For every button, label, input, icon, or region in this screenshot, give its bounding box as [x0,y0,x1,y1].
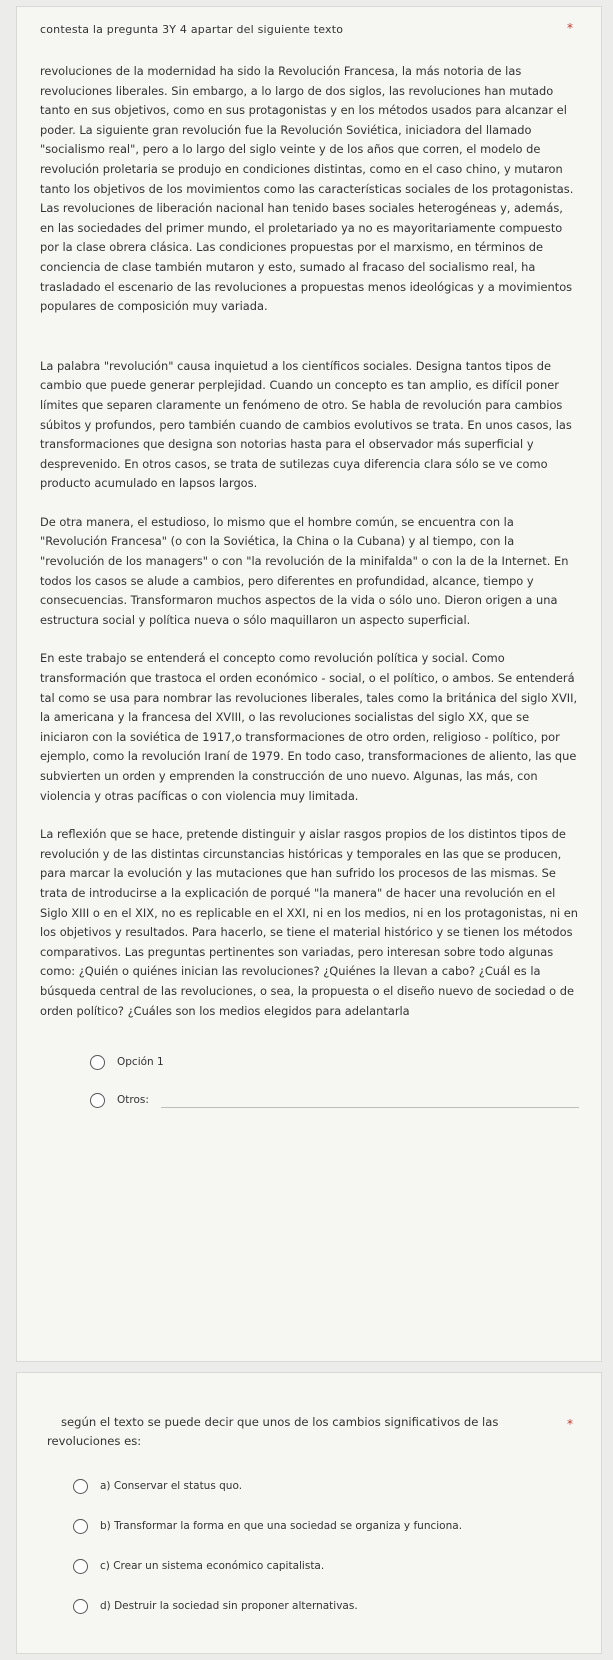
option-c[interactable] [47,1555,579,1577]
required-asterisk: * [567,21,573,35]
radio-button-icon[interactable] [73,1519,88,1534]
option-other[interactable] [40,1089,579,1111]
passage-paragraph-4: En este trabajo se entenderá el concepto como revolución política y social. Como transformación que trastoca el orden económico - social, o el político, o ambos. Se entenderá tal como se usa para nombrar las revoluciones liberales, tales como la británica del siglo XVII, la americana y la francesa del XVIII, o las revoluciones socialistas del siglo XX, que se iniciaron con la soviética de 1917,o transformaciones de otro orden, religioso - político, por ejemplo, como la revolución Iraní de 1979. En todo caso, transformaciones de aliento, las que subvierten un orden y emprenden la construcción de uno nuevo. Algunas, las más, con violencia y otras pacíficas o con violencia muy limitada. [40,651,578,803]
option-d[interactable] [47,1595,579,1617]
question-2-title [47,1413,579,1451]
radio-button-icon[interactable] [73,1599,88,1614]
option-label: Opción 1 [117,1056,164,1069]
passage-paragraph-5: La reflexión que se hace, pretende distinguir y aislar rasgos propios de los distintos tipos de revolución y de las distintas circunstancias históricas y temporales en las que se producen, para marcar la evolución y las mutaciones que han sufrido los procesos de las mismas. Se trata de introducirse a la explicación de porqué "la manera" de hacer una revolución en el Siglo XIII o en el XIX, no es replicable en el XXI, ni en los medios, ni en los protagonistas, ni en los objetivos y resultados. Para hacerlo, se tiene el material histórico y se tienen los métodos comparativos. Las preguntas pertinentes son variadas, pero interesan sobre todo algunas como: ¿Quién o quiénes inician las revoluciones? ¿Quiénes la llevan a cabo? ¿Cuál es la búsqueda central de las revoluciones, o sea, la propuesta o el diseño nuevo de sociedad o de orden político? ¿Cuáles son los medios elegidos para adelantarla [40,827,578,1018]
option-a[interactable] [47,1475,579,1497]
radio-button-icon[interactable] [90,1055,105,1070]
option-label: d) Destruir la sociedad sin proponer alternativas. [100,1600,358,1612]
radio-button-icon[interactable] [73,1559,88,1574]
question-2-title-line-2: revoluciones es: [47,1434,142,1448]
question-1-title: contesta la pregunta 3Y 4 apartar del siguiente texto [40,23,344,36]
radio-button-icon[interactable] [73,1479,88,1494]
passage-paragraph-3: De otra manera, el estudioso, lo mismo que el hombre común, se encuentra con la "Revolución Francesa" (o con la Soviética, la China o la Cubana) y al tiempo, con la "revolución de los managers" o con "la revolución de la minifalda" o con la de la Internet. En todos los casos se alude a cambios, pero diferentes en profundidad, alcance, tiempo y consecuencias. Transformaron muchos aspectos de la vida o sólo uno. Dieron origen a una estructura social y política nueva o sólo maquillaron un aspecto superficial. [40,514,569,627]
passage-paragraph-1: revoluciones de la modernidad ha sido la Revolución Francesa, la más notoria de las revoluciones liberales. Sin embargo, a lo largo de dos siglos, las revoluciones han mutado tanto en sus objetivos, como en sus protagonistas y en los métodos usados para alcanzar el poder. La siguiente gran revolución fue la Revolución Soviética, iniciadora del llamado "socialismo real", pero a lo largo del siglo veinte y de los años que corren, el modelo de revolución proletaria se produjo en condiciones distintas, como en el caso chino, y mutaron tanto los objetivos de los movimientos como las características sociales de los protagonistas. Las revoluciones de liberación nacional han tenido bases sociales heterogéneas y, además, en las sociedades del primer mundo, el proletariado ya no es mayoritariamente compuesto por la clase obrera clásica. Las condiciones propuestas por el marxismo, en términos de conciencia de clase también mutaron y esto, sumado al fracaso del socialismo real, ha trasladado el escenario de las revoluciones a propuestas menos ideológicas y a movimientos populares de composición muy variada. [40,64,574,314]
option-label: a) Conservar el status quo. [100,1480,243,1492]
option-label: b) Transformar la forma en que una sociedad se organiza y funciona. [100,1520,463,1532]
question-card-2 [16,1372,602,1654]
question-card-1 [16,6,602,1362]
option-b[interactable] [47,1515,579,1537]
question-2-title-line-1: según el texto se puede decir que unos de los cambios significativos de las [61,1415,499,1429]
option-1[interactable] [40,1051,579,1073]
question-1-options [40,1051,579,1111]
other-text-input[interactable] [161,1096,579,1108]
option-label: Otros: [117,1094,149,1107]
radio-button-icon[interactable] [90,1093,105,1108]
passage-paragraph-2: La palabra "revolución" causa inquietud a los científicos sociales. Designa tantos tipos de cambio que puede generar perplejidad. Cuando un concepto es tan amplio, es difícil poner límites que separen claramente un fenómeno de otro. Se habla de revolución para cambios súbitos y profundos, pero también cuando de cambios evolutivos se trata. En unos casos, las transformaciones que designa son notorias hasta para el observador más superficial y desprevenido. En otros casos, se trata de sutilezas cuya diferencia clara sólo se ve como producto acumulado en lapsos largos. [40,358,572,491]
option-label: c) Crear un sistema económico capitalista. [100,1560,325,1572]
required-asterisk: * [567,1417,573,1431]
